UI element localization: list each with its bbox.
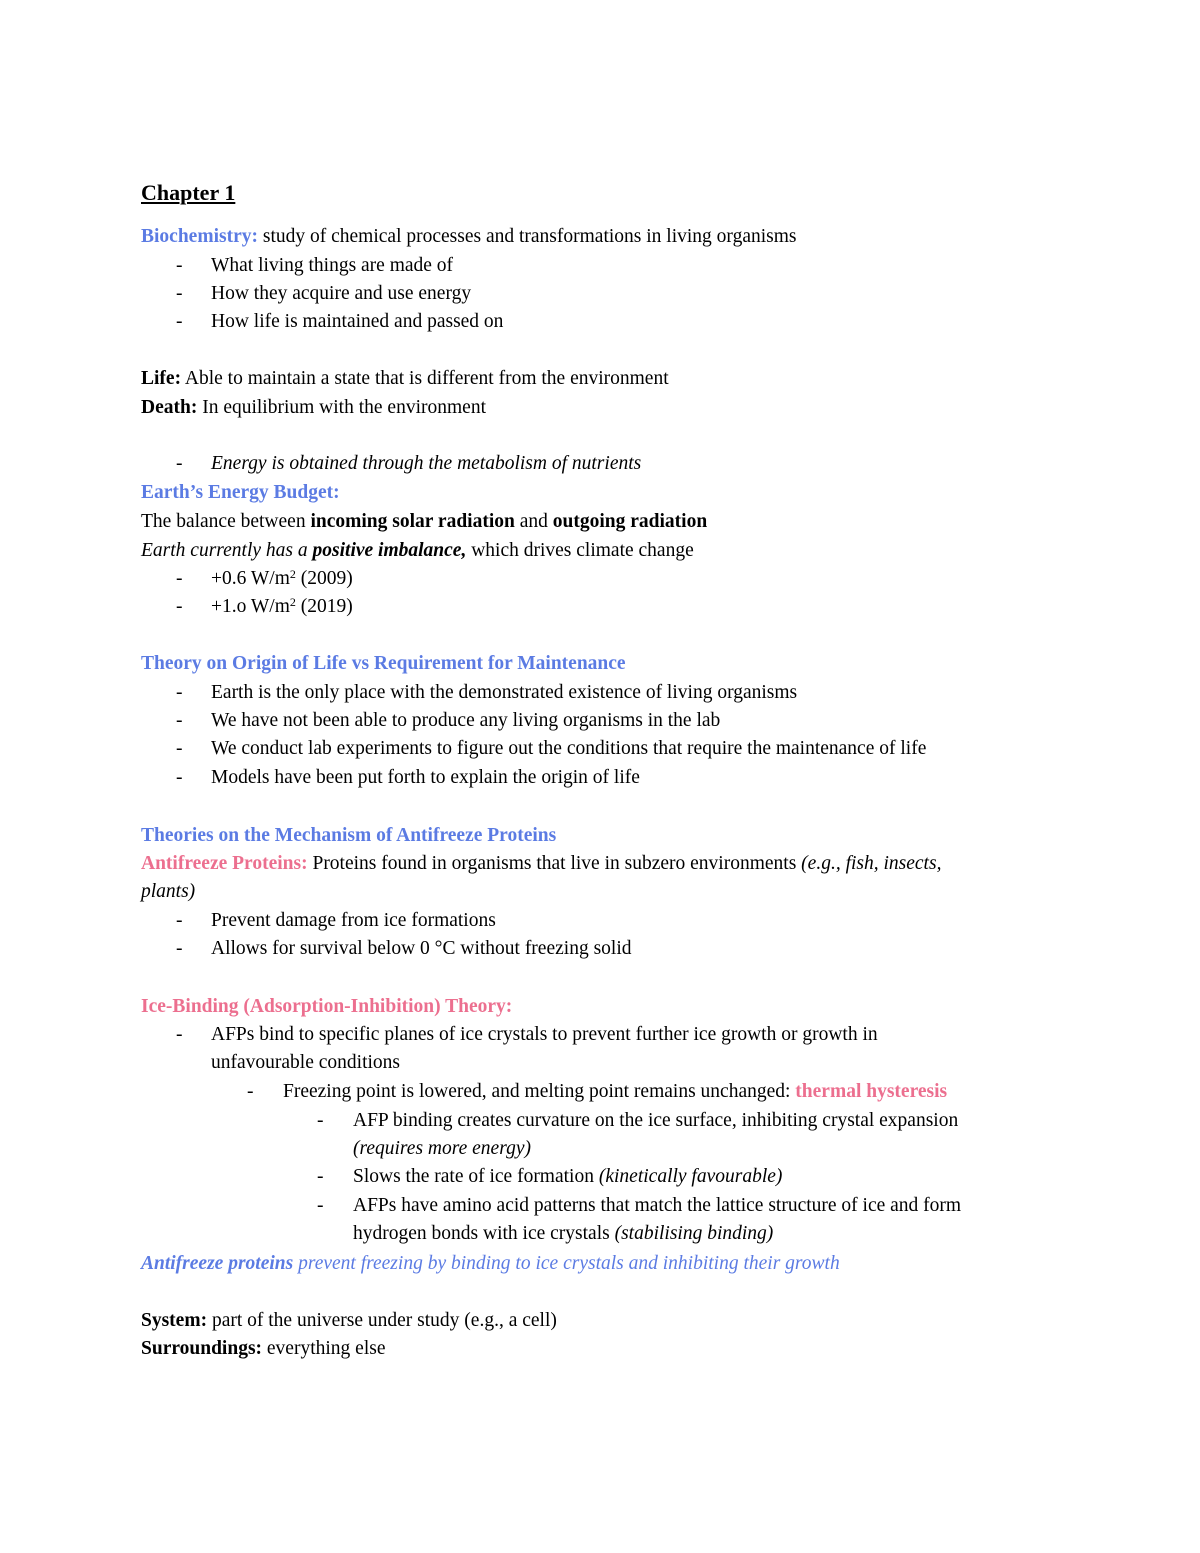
life-term: Life:	[141, 368, 182, 389]
chapter-title: Chapter 1	[141, 180, 236, 205]
list-item	[211, 567, 353, 591]
antifreeze-examples-cont: plants)	[141, 881, 196, 902]
bullet-dash: -	[176, 283, 183, 304]
superscript: 2	[289, 595, 296, 609]
death-definition	[141, 396, 486, 420]
bullet-dash: -	[176, 738, 183, 759]
bullet-dash: -	[317, 1110, 324, 1131]
system-term: System:	[141, 1310, 208, 1331]
death-term: Death:	[141, 397, 198, 418]
list-item: AFPs bind to specific planes of ice crystals to prevent further ice growth or growth in	[211, 1024, 878, 1045]
subsub-list-item: AFP binding creates curvature on the ice surface, inhibiting crystal expansion	[353, 1110, 959, 1131]
thermal-hysteresis-term: thermal hysteresis	[795, 1081, 948, 1102]
surroundings-term: Surroundings:	[141, 1338, 263, 1359]
biochemistry-text: study of chemical processes and transformations in living organisms	[257, 226, 797, 247]
antifreeze-definition	[141, 852, 941, 876]
bullet-dash: -	[176, 682, 183, 703]
subsub-list-item: AFPs have amino acid patterns that match the lattice structure of ice and form	[353, 1195, 962, 1216]
text-span: part of the universe under study (e.g., a cell)	[207, 1310, 557, 1331]
bullet-dash: -	[176, 311, 183, 332]
bullet-dash: -	[176, 596, 183, 617]
subsub-list-item	[353, 1165, 782, 1189]
text-span: Earth currently has a	[141, 540, 313, 561]
text-span: +0.6 W/m	[211, 568, 290, 589]
text-span: (2019)	[295, 596, 353, 617]
list-item: How they acquire and use energy	[211, 283, 472, 304]
text-span: The balance between	[141, 511, 311, 532]
text-span: outgoing radiation	[552, 511, 708, 532]
text-span: Freezing point is lowered, and melting point remains unchanged:	[283, 1081, 796, 1102]
text-span: (e.g., fish, insects,	[801, 853, 942, 874]
text-span: everything else	[262, 1338, 386, 1359]
list-item: Allows for survival below 0 °C without freezing solid	[211, 938, 632, 959]
earth-budget-balance	[141, 510, 707, 534]
earth-budget-heading: Earth’s Energy Budget:	[141, 482, 340, 503]
biochemistry-term: Biochemistry:	[141, 226, 258, 247]
list-item: We have not been able to produce any living organisms in the lab	[211, 710, 721, 731]
text-span: prevent freezing by binding to ice crystals and inhibiting their growth	[293, 1253, 840, 1274]
system-definition	[141, 1309, 557, 1333]
text-span: +1.o W/m	[211, 596, 290, 617]
text-span: which drives climate change	[466, 540, 694, 561]
list-item-cont: unfavourable conditions	[211, 1052, 400, 1073]
death-text: In equilibrium with the environment	[197, 397, 486, 418]
bullet-dash: -	[176, 1024, 183, 1045]
text-span: incoming solar radiation	[310, 511, 515, 532]
antifreeze-term: Antifreeze Proteins:	[141, 853, 308, 874]
text-span: Proteins found in organisms that live in subzero environments	[307, 853, 802, 874]
earth-budget-imbalance	[141, 539, 694, 563]
antifreeze-heading: Theories on the Mechanism of Antifreeze Proteins	[141, 825, 557, 846]
text-span: (2009)	[295, 568, 353, 589]
bullet-dash: -	[317, 1166, 324, 1187]
energy-note: Energy is obtained through the metabolism of nutrients	[211, 453, 642, 474]
list-item: What living things are made of	[211, 255, 454, 276]
bullet-dash: -	[176, 710, 183, 731]
text-span: Slows the rate of ice formation	[353, 1166, 599, 1187]
life-definition	[141, 367, 669, 391]
list-item: Prevent damage from ice formations	[211, 910, 496, 931]
text-span: (stabilising binding)	[614, 1223, 774, 1244]
ice-binding-heading: Ice-Binding (Adsorption-Inhibition) Theory:	[141, 996, 513, 1017]
text-span: and	[514, 511, 553, 532]
bullet-dash: -	[176, 255, 183, 276]
bullet-dash: -	[176, 767, 183, 788]
life-text: Able to maintain a state that is different from the environment	[181, 368, 669, 389]
text-span: hydrogen bonds with ice crystals	[353, 1223, 615, 1244]
text-span: Antifreeze proteins	[141, 1253, 294, 1274]
subsub-list-item-cont: (requires more energy)	[353, 1138, 531, 1159]
biochemistry-definition	[141, 225, 796, 249]
list-item: We conduct lab experiments to figure out the conditions that require the maintenance of life	[211, 738, 927, 759]
bullet-dash: -	[176, 938, 183, 959]
list-item: Earth is the only place with the demonstrated existence of living organisms	[211, 682, 798, 703]
text-span: positive imbalance,	[312, 540, 467, 561]
bullet-dash: -	[176, 910, 183, 931]
bullet-dash: -	[247, 1081, 254, 1102]
subsub-list-item-cont	[353, 1222, 773, 1246]
antifreeze-summary	[141, 1252, 840, 1276]
bullet-dash: -	[176, 453, 183, 474]
origin-heading: Theory on Origin of Life vs Requirement for Maintenance	[141, 653, 626, 674]
sub-list-item	[283, 1080, 947, 1104]
list-item: How life is maintained and passed on	[211, 311, 504, 332]
list-item: Models have been put forth to explain the origin of life	[211, 767, 640, 788]
bullet-dash: -	[176, 568, 183, 589]
text-span: (kinetically favourable)	[598, 1166, 783, 1187]
superscript: 2	[289, 567, 296, 581]
list-item	[211, 595, 353, 619]
surroundings-definition	[141, 1337, 386, 1361]
bullet-dash: -	[317, 1195, 324, 1216]
